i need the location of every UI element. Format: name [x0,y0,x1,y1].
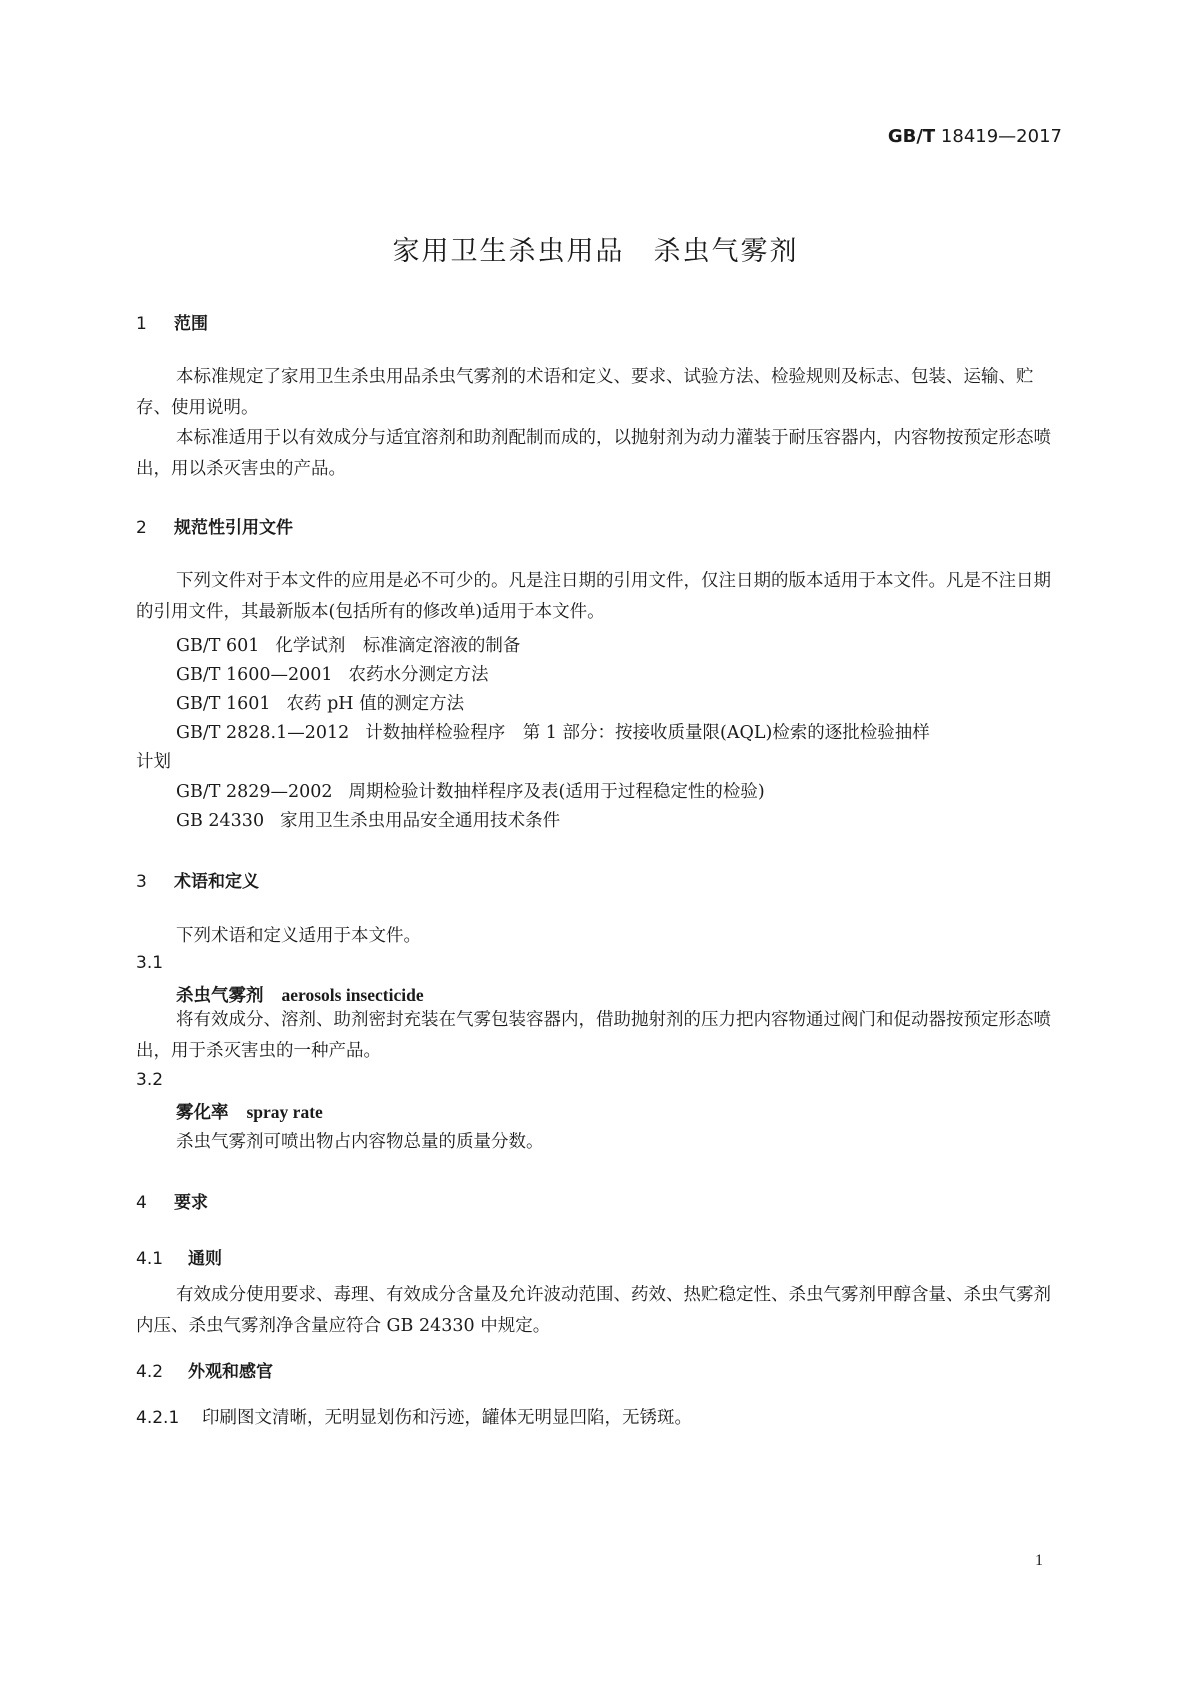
term-zh: 雾化率 [176,1103,229,1123]
reference-title: 农药 pH 值的测定方法 [286,694,465,714]
section-2-intro: 下列文件对于本文件的应用是必不可少的。凡是注日期的引用文件，仅注日期的版本适用于本文件。凡是不注日期的引用文件，其最新版本(包括所有的修改单)适用于本文件。 [136,571,1051,622]
section-4-heading [136,1188,208,1213]
page-number: 1 [1035,1552,1043,1569]
subsection-title: 外观和感官 [188,1362,273,1382]
section-number: 2 [136,518,147,538]
reference-code: GB/T 1601 [176,694,271,714]
section-3-intro: 下列术语和定义适用于本文件。 [176,926,421,946]
reference-continuation: 计划 [136,752,171,772]
reference-code: GB/T 2829—2002 [176,782,333,802]
normative-reference [176,661,489,686]
standard-prefix: GB/T [887,126,936,147]
section-title: 术语和定义 [174,872,259,892]
reference-code: GB/T 1600—2001 [176,665,333,685]
reference-code: GB/T 601 [176,636,260,656]
section-1-paragraph-1: 本标准规定了家用卫生杀虫用品杀虫气雾剂的术语和定义、要求、试验方法、检验规则及标志、包装、运输、贮存、使用说明。 [136,367,1034,418]
standard-code [0,126,1062,147]
section-1-heading [136,309,208,334]
normative-reference [176,719,930,744]
normative-reference [176,632,520,657]
term-zh: 杀虫气雾剂 [176,986,264,1006]
term-number: 3.1 [136,953,164,973]
subsection-4-2-heading [136,1357,273,1382]
term-definition: 将有效成分、溶剂、助剂密封充装在气雾包装容器内，借助抛射剂的压力把内容物通过阀门和促动器按预定形态喷出，用于杀灭害虫的一种产品。 [136,1010,1051,1061]
section-title: 要求 [174,1193,208,1213]
section-number: 1 [136,314,147,334]
reference-code: GB/T 2828.1—2012 [176,723,350,743]
subsection-4-1-paragraph: 有效成分使用要求、毒理、有效成分含量及允许波动范围、药效、热贮稳定性、杀虫气雾剂甲醇含量、杀虫气雾剂内压、杀虫气雾剂净含量应符合 GB 24330 中规定。 [136,1285,1051,1336]
section-2-heading [136,513,293,538]
subsection-number: 4.1 [136,1249,164,1269]
reference-code: GB 24330 [176,811,265,831]
normative-reference [176,778,765,803]
subsection-4-1-heading [136,1244,222,1269]
reference-title: 周期检验计数抽样程序及表(适用于过程稳定性的检验) [348,782,765,802]
term-entry [176,1099,323,1124]
section-number: 3 [136,872,147,892]
section-title: 规范性引用文件 [174,518,293,538]
clause-4-2-1 [136,1404,692,1429]
normative-reference [176,807,560,832]
reference-title: 计数抽样检验程序 第 1 部分：按接收质量限(AQL)检索的逐批检验抽样 [365,723,930,743]
term-en: spray rate [246,1102,323,1122]
clause-text: 印刷图文清晰，无明显划伤和污迹，罐体无明显凹陷，无锈斑。 [202,1408,692,1428]
term-definition: 杀虫气雾剂可喷出物占内容物总量的质量分数。 [176,1132,544,1152]
term-en: aerosols insecticide [281,985,424,1005]
section-title: 范围 [174,314,208,334]
term-entry [176,982,424,1007]
section-number: 4 [136,1193,147,1213]
normative-reference [176,690,464,715]
reference-title: 化学试剂 标准滴定溶液的制备 [275,636,521,656]
reference-title: 农药水分测定方法 [348,665,489,685]
clause-number: 4.2.1 [136,1408,180,1428]
reference-title: 家用卫生杀虫用品安全通用技术条件 [280,811,561,831]
subsection-number: 4.2 [136,1362,164,1382]
document-title: 家用卫生杀虫用品 杀虫气雾剂 [392,236,799,267]
subsection-title: 通则 [188,1249,222,1269]
term-number: 3.2 [136,1070,164,1090]
section-1-paragraph-2: 本标准适用于以有效成分与适宜溶剂和助剂配制而成的，以抛射剂为动力灌装于耐压容器内，内容物按预定形态喷出，用以杀灭害虫的产品。 [136,428,1051,479]
section-3-heading [136,867,259,892]
standard-number: 18419—2017 [940,126,1062,147]
